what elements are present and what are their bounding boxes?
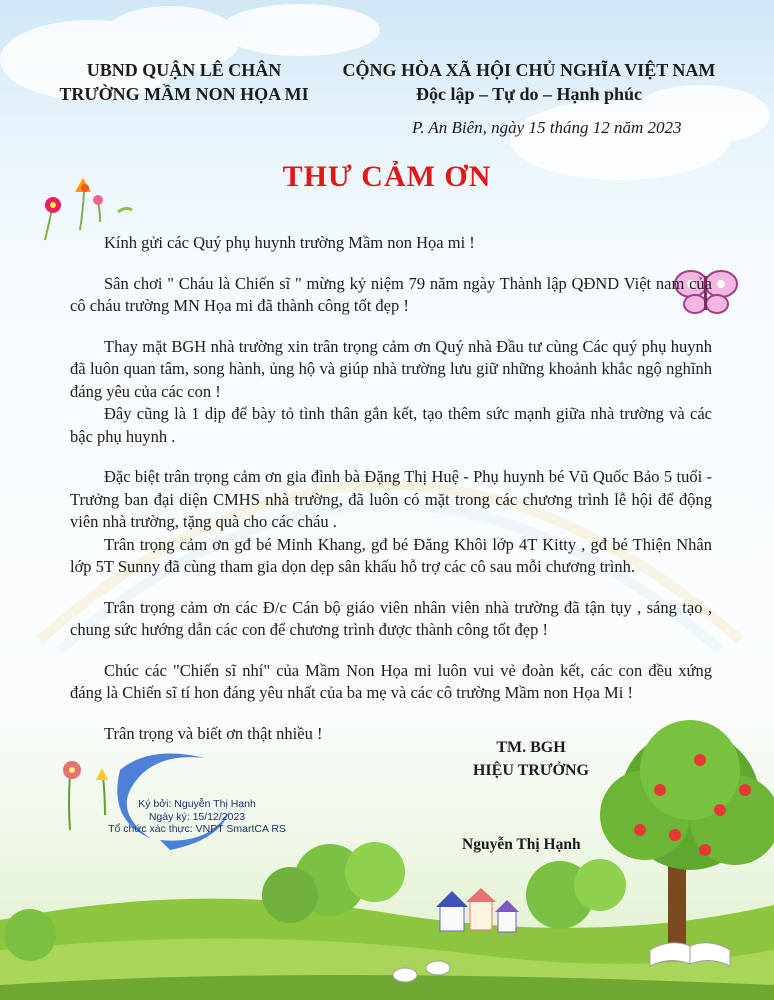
place-date: P. An Biên, ngày 15 tháng 12 năm 2023 [412, 118, 682, 137]
national-motto: Độc lập – Tự do – Hạnh phúc [415, 84, 643, 104]
signature-role-line2: HIỆU TRƯỞNG [472, 762, 589, 779]
house-decoration [436, 888, 519, 932]
school-name: TRƯỜNG MẦM NON HỌA MI [59, 84, 309, 104]
signature-role [466, 736, 596, 782]
letter-body [70, 232, 712, 745]
body-paragraph: Thay mặt BGH nhà trường xin trân trọng cảm ơn Quý nhà Đầu tư cùng Các quý phụ huynh đã luôn quan tâm, song hành, ủng hộ và giúp nhà trường lưu giữ những khoảnh khắc ngộ nghĩnh đáng yêu của các con ! [70, 336, 712, 401]
national-title: CỘNG HÒA XÃ HỘI CHỦ NGHĨA VIỆT NAM [342, 60, 716, 80]
school-header [48, 58, 320, 106]
body-paragraph: Đặc biệt trân trọng cảm ơn gia đình bà Đặng Thị Huệ - Phụ huynh bé Vũ Quốc Bảo 5 tuổi - Trưởng ban đại diện CMHS nhà trường, đã luôn có mặt trong các chương trình lễ hội để động viên nhà trường, tặng quà cho các cháu . [70, 467, 712, 531]
body-paragraph: Đây cũng là 1 dịp để bày tỏ tình thân gắn kết, tạo thêm sức mạnh giữa nhà trường và các bậc phụ huynh . [70, 404, 712, 446]
body-paragraph: Sân chơi " Cháu là Chiến sĩ " mừng kỷ niệm 79 năm ngày Thành lập QĐND Việt nam của cô cháu trường MN Họa mi đã thành công tốt đẹp ! [70, 273, 712, 315]
digital-signature-stamp [92, 764, 302, 844]
esig-signed-by: Ký bởi: Nguyễn Thị Hạnh [138, 798, 256, 810]
letter-title: THƯ CẢM ƠN [282, 160, 492, 193]
body-paragraph: Trân trọng cảm ơn các Đ/c Cán bộ giáo viên nhân viên nhà trường đã tận tụy , sáng tạo , chung sức hướng dẫn các con để chương trình được thành công tốt đẹp ! [70, 597, 712, 639]
greeting-paragraph: Kính gửi các Quý phụ huynh trường Mầm non Họa mi ! [104, 233, 475, 252]
closing-paragraph: Trân trọng và biết ơn thật nhiều ! [104, 723, 323, 743]
esig-signed-date: Ngày ký: 15/12/2023 [148, 810, 246, 823]
signer-name: Nguyễn Thị Hạnh [462, 836, 581, 853]
body-paragraph: Trân trọng cảm ơn gđ bé Minh Khang, gđ bé Đăng Khôi lớp 4T Kitty , gđ bé Thiện Nhân lớp 5T Sunny đã cùng tham gia dọn dẹp sân khấu hỗ trợ các cô sau mỗi chương trình. [70, 534, 712, 576]
district-name: UBND QUẬN LÊ CHÂN [86, 60, 282, 80]
esig-certifier: Tổ chức xác thực: VNPT SmartCA RS [108, 823, 286, 835]
signature-role-line1: TM. BGH [496, 739, 566, 756]
national-header [330, 58, 728, 106]
body-paragraph: Chúc các "Chiến sĩ nhí" của Mầm Non Họa mi luôn vui vẻ đoàn kết, các con đều xứng đáng là Chiến sĩ tí hon đáng yêu nhất của ba mẹ và các cô trường Mầm non Họa Mi ! [70, 660, 712, 702]
